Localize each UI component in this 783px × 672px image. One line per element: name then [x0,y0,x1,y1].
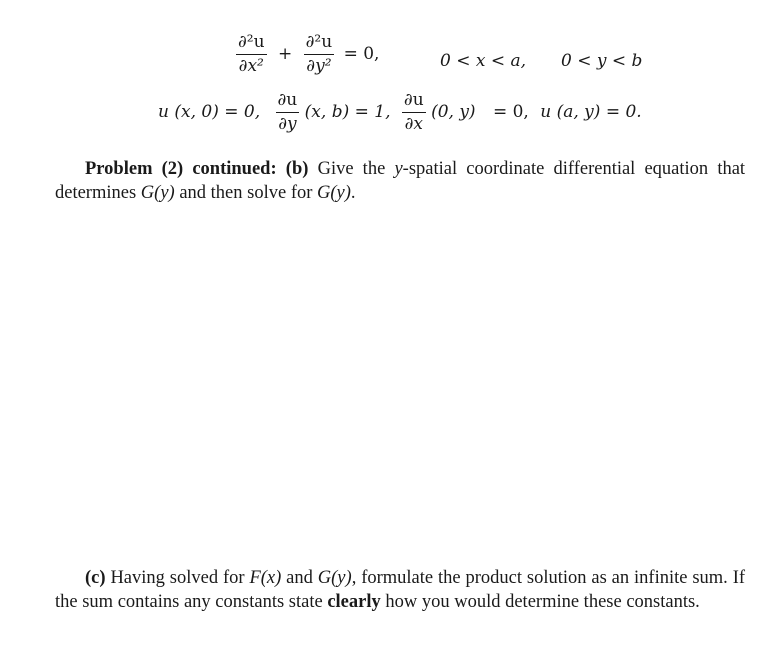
fraction-numerator: ∂²u [304,34,335,55]
part-b-question [55,157,745,205]
d2u-dy2-fraction [304,34,335,75]
g-of-y: G(y) [317,183,351,203]
fraction-denominator: ∂x² [238,56,264,76]
du-dx-fraction [402,92,426,133]
pde-equation [236,34,379,75]
g-of-y: G(y) [140,183,175,203]
bc-du-dx-value: = 0, [492,102,529,122]
f-of-x: F(x) [249,568,282,588]
fraction-numerator: ∂u [276,92,300,113]
part-b-period: . [350,183,356,203]
d2u-dx2-fraction [236,34,267,75]
part-c-text: , formulate the product solution as an infinite sum. If the sum contains any constants state [55,568,746,612]
bc-du-dx-point: (0, y) [431,102,476,122]
fraction-denominator: ∂y² [306,56,332,76]
fraction-numerator: ∂u [402,92,426,113]
var-y: y [394,159,403,179]
part-c-question [55,566,745,614]
plus-sign: + [277,44,293,64]
du-dy-fraction [276,92,300,133]
domain-y: 0 < y < b [561,51,643,71]
part-c-text: how you would determine these constants. [385,592,700,612]
problem-heading: Problem (2) continued: [85,159,277,179]
part-b-text: -spatial coordinate differential equation that determines [55,159,746,203]
g-of-y: G(y) [317,568,352,588]
emphasis-clearly: clearly [327,592,381,612]
part-c-text: Having solved for [110,568,245,588]
part-b-label: (b) [285,159,309,179]
boundary-conditions [158,92,642,133]
part-c-label: (c) [85,568,106,588]
bc-u-a-y: u (a, y) = 0. [540,102,642,122]
domain-x: 0 < x < a, [440,51,527,71]
pde-rhs: = 0, [343,44,380,64]
fraction-numerator: ∂²u [236,34,267,55]
fraction-denominator: ∂x [404,114,423,134]
bc-du-dy-value: (x, b) = 1, [304,102,391,122]
part-c-text: and [286,568,313,588]
bc-u-x-0: u (x, 0) = 0, [158,102,261,122]
fraction-denominator: ∂y [278,114,297,134]
part-b-text: Give the [317,159,386,179]
part-b-text: and then solve for [179,183,313,203]
